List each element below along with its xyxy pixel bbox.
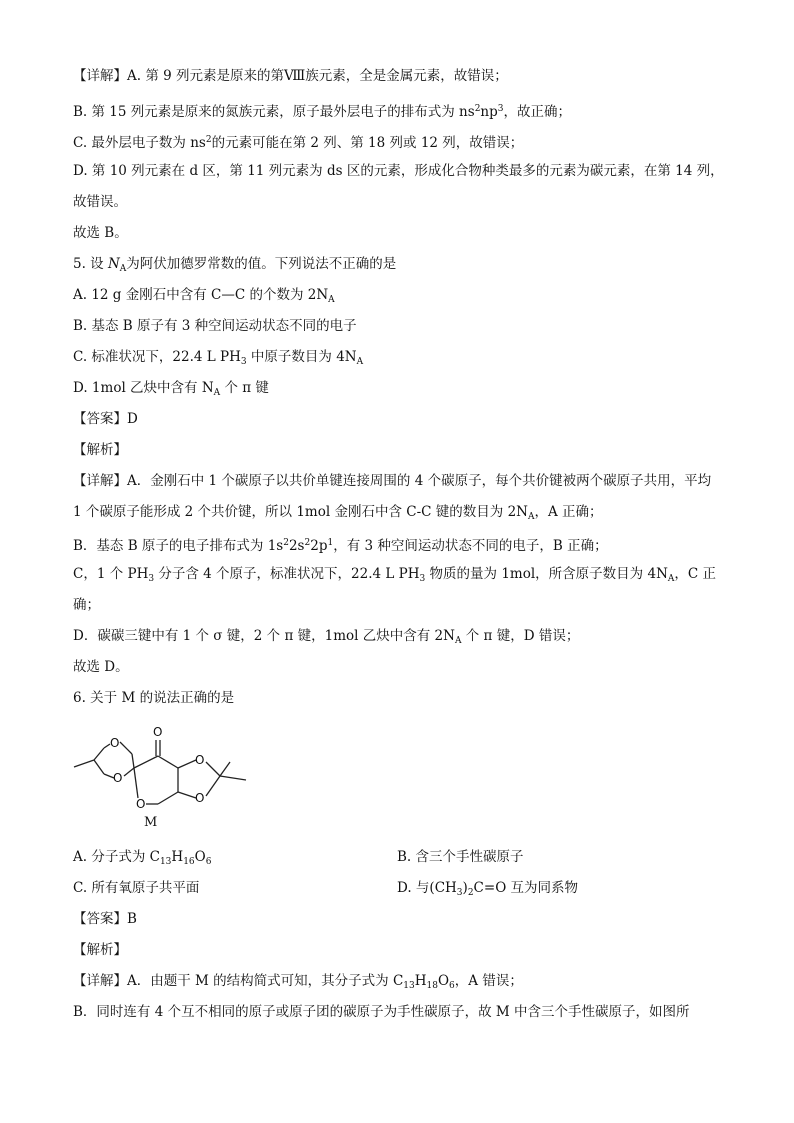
- atom-o-1: O: [110, 736, 120, 750]
- q5-option-c: C. 标准状况下，22.4 L $PH_3$ 中原子数目为 $4N_A$: [73, 349, 364, 367]
- atom-o-5: O: [195, 791, 205, 805]
- q4-detail-c: C. 最外层电子数为 $ns^2$的元素可能在第 2 列、第 18 列或 12 列，故错误；: [73, 135, 524, 151]
- q6-answer: 【答案】B: [73, 911, 137, 927]
- atom-o-4: O: [195, 753, 205, 767]
- q5-detail-c-line2: 确；: [73, 597, 100, 613]
- q6-structure-diagram: [60, 720, 270, 832]
- q5-detail-c-line1: C，1 个 $PH_3$ 分子含 4 个原子，标准状况下，22.4 L $PH_3$ 物质的量为 1mol，所含原子数目为 $4N_A$，C 正: [73, 566, 717, 584]
- q5-detail-a-line1: 【详解】A．金刚石中 1 个碳原子以共价单键连接周围的 4 个碳原子，每个共价键被两个碳原子共用，平均: [73, 473, 712, 489]
- q6-detail-a: 【详解】A．由题干 M 的结构简式可知，其分子式为 $C_{13}H_{18}O_6$，A 错误；: [73, 973, 523, 991]
- q5-option-d: D. 1mol 乙炔中含有 $N_A$ 个 π 键: [73, 380, 269, 398]
- q5-stem: 5. 设 $N_A$为阿伏加德罗常数的值。下列说法不正确的是: [73, 256, 397, 274]
- q6-option-b: B. 含三个手性碳原子: [397, 849, 524, 865]
- q6-detail-b: B．同时连有 4 个互不相同的原子或原子团的碳原子为手性碳原子，故 M 中含三个手性碳原子，如图所: [73, 1004, 690, 1020]
- q6-option-d: D. 与$(CH_3)_2C=O$ 互为同系物: [397, 880, 579, 898]
- q4-detail-d-line1: D. 第 10 列元素在 d 区，第 11 列元素为 ds 区的元素，形成化合物种类最多的元素为碳元素，在第 14 列，: [73, 163, 724, 179]
- q5-option-a: A. 12 g 金刚石中含有 C—C 的个数为 $2N_A$: [73, 287, 335, 305]
- q5-answer: 【答案】D: [73, 411, 138, 427]
- q5-detail-d: D．碳碳三键中有 1 个 σ 键，2 个 π 键，1mol 乙炔中含有 $2N_A$ 个 π 键，D 错误；: [73, 628, 580, 646]
- atom-o-3: O: [153, 725, 163, 739]
- q5-detail-b: B．基态 B 原子的电子排布式为 $1s^22s^22p^1$，有 3 种空间运动状态不同的电子，B 正确；: [73, 538, 608, 554]
- q4-choice: 故选 B。: [73, 225, 128, 241]
- q5-analysis-heading: 【解析】: [73, 442, 127, 458]
- q5-detail-a-line2: 1 个碳原子能形成 2 个共价键，所以 1mol 金刚石中含 C-C 键的数目为 $2N_A$，A 正确；: [73, 504, 603, 522]
- q5-choice: 故选 D。: [73, 659, 129, 675]
- q6-analysis-heading: 【解析】: [73, 942, 127, 958]
- q4-detail-b: B. 第 15 列元素是原来的氮族元素，原子最外层电子的排布式为 $ns^2np^3$，故正确；: [73, 104, 571, 120]
- atom-o-6: O: [136, 797, 146, 811]
- q6-option-a: A. 分子式为 $C_{13}H_{16}O_6$: [73, 849, 212, 867]
- q4-detail-a: 【详解】A. 第 9 列元素是原来的第Ⅷ族元素，全是金属元素，故错误；: [73, 68, 508, 84]
- structure-label-m: M: [144, 815, 158, 830]
- atom-o-2: O: [113, 771, 123, 785]
- q6-option-c: C. 所有氧原子共平面: [73, 880, 200, 896]
- q6-stem: 6. 关于 M 的说法正确的是: [73, 690, 235, 706]
- q5-option-b: B. 基态 B 原子有 3 种空间运动状态不同的电子: [73, 318, 357, 334]
- q4-detail-d-line2: 故错误。: [73, 194, 127, 210]
